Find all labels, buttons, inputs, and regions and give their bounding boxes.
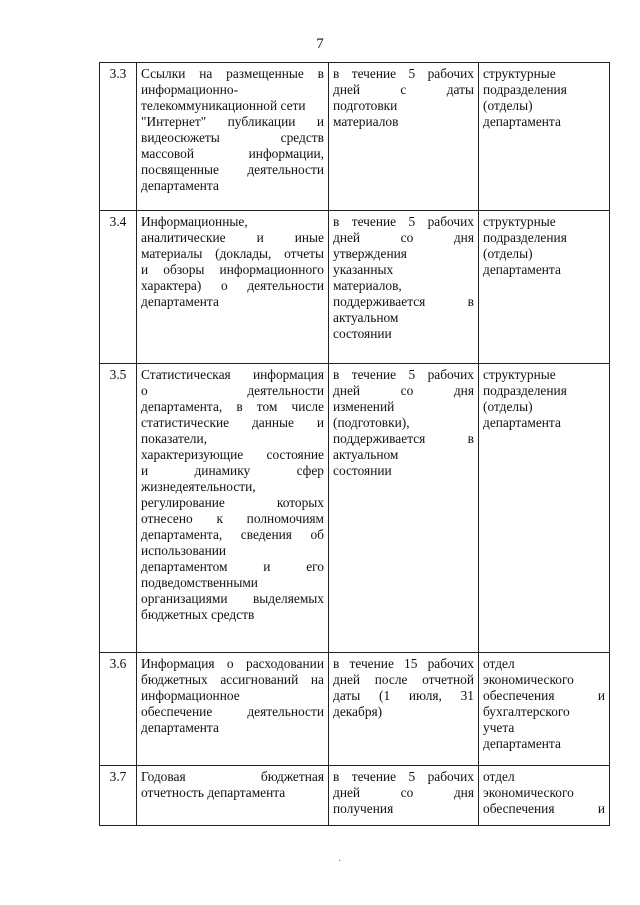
table-row xyxy=(100,63,610,211)
table-body xyxy=(100,63,610,826)
information-cell-line: и динамику сфер xyxy=(141,463,324,478)
information-cell-line: Информационные, xyxy=(141,214,248,229)
responsible-cell xyxy=(479,653,610,766)
information-cell-line: Информация о расходовании xyxy=(141,656,324,671)
responsible-cell-line: обеспечения и xyxy=(483,801,605,816)
responsible-cell-line: подразделения xyxy=(483,82,567,97)
deadline-cell-line: дней со дня xyxy=(333,785,474,800)
table-row xyxy=(100,766,610,826)
responsible-cell-line: департамента xyxy=(483,415,561,430)
information-cell-line: и обзоры информационного xyxy=(141,262,324,277)
responsible-cell xyxy=(479,211,610,364)
table-row xyxy=(100,211,610,364)
deadline-cell-line: в течение 5 рабочих xyxy=(333,214,474,229)
information-cell-line: использовании xyxy=(141,543,227,558)
item-number: 3.7 xyxy=(100,766,137,826)
deadline-cell-line: даты (1 июля, 31 xyxy=(333,688,474,703)
deadline-cell-line: в течение 5 рабочих xyxy=(333,367,474,382)
responsible-cell-line: департамента xyxy=(483,262,561,277)
information-cell-line: департаментом и его xyxy=(141,559,324,574)
information-cell xyxy=(137,63,329,211)
information-cell-line: организациями выделяемых xyxy=(141,591,324,606)
page-number: 7 xyxy=(316,36,324,52)
responsible-cell-line: экономического xyxy=(483,785,574,800)
deadline-cell-line: в течение 5 рабочих xyxy=(333,66,474,81)
information-cell-line: департамента xyxy=(141,294,219,309)
deadline-cell-line: изменений xyxy=(333,399,395,414)
information-cell-line: регулирование которых xyxy=(141,495,324,510)
deadline-cell xyxy=(329,63,479,211)
information-cell-line: бюджетных ассигнований на xyxy=(141,672,324,687)
information-cell-line: видеосюжеты средств xyxy=(141,130,324,145)
scan-artifact-dot: · xyxy=(338,856,342,867)
information-cell-line: статистические данные и xyxy=(141,415,324,430)
deadline-cell-line: в течение 15 рабочих xyxy=(333,656,474,671)
information-cell-line: посвященные деятельности xyxy=(141,162,324,177)
deadline-cell-line: дней с даты xyxy=(333,82,474,97)
responsible-cell-line: отдел xyxy=(483,769,515,784)
deadline-cell-line: состоянии xyxy=(333,326,392,341)
item-number: 3.5 xyxy=(100,364,137,653)
responsible-cell xyxy=(479,63,610,211)
responsible-cell-line: департамента xyxy=(483,736,561,751)
deadline-cell-line: дней со дня xyxy=(333,230,474,245)
information-cell-line: характеризующие состояние xyxy=(141,447,324,462)
information-cell-line: отчетность департамента xyxy=(141,785,286,800)
responsible-cell-line: (отделы) xyxy=(483,98,533,113)
information-cell xyxy=(137,211,329,364)
responsible-cell-line: обеспечения и xyxy=(483,688,605,703)
information-cell-line: департамента, сведения об xyxy=(141,527,324,542)
deadline-cell xyxy=(329,211,479,364)
information-cell-line: департамента xyxy=(141,720,219,735)
information-cell-line: "Интернет" публикации и xyxy=(141,114,324,129)
responsible-cell-line: структурные xyxy=(483,367,556,382)
information-cell-line: Годовая бюджетная xyxy=(141,769,324,784)
deadline-cell-line: поддерживается в xyxy=(333,294,474,309)
deadline-cell-line: актуальном xyxy=(333,310,399,325)
item-number: 3.6 xyxy=(100,653,137,766)
information-cell-line: бюджетных средств xyxy=(141,607,255,622)
responsible-cell-line: подразделения xyxy=(483,383,567,398)
deadline-cell-line: получения xyxy=(333,801,394,816)
deadline-cell-line: дней после отчетной xyxy=(333,672,474,687)
information-cell-line: о деятельности xyxy=(141,383,324,398)
deadline-cell-line: декабря) xyxy=(333,704,383,719)
responsible-cell-line: департамента xyxy=(483,114,561,129)
responsible-cell-line: отдел xyxy=(483,656,515,671)
information-cell-line: массовой информации, xyxy=(141,146,324,161)
deadline-cell-line: в течение 5 рабочих xyxy=(333,769,474,784)
deadline-cell-line: (подготовки), xyxy=(333,415,410,430)
deadline-cell xyxy=(329,766,479,826)
information-cell-line: подведомственными xyxy=(141,575,258,590)
deadline-cell-line: материалов xyxy=(333,114,399,129)
information-cell-line: Ссылки на размещенные в xyxy=(141,66,324,81)
deadline-cell-line: утверждения xyxy=(333,246,407,261)
deadline-cell-line: дней со дня xyxy=(333,383,474,398)
information-cell-line: информационное xyxy=(141,688,240,703)
item-number: 3.4 xyxy=(100,211,137,364)
information-cell-line: показатели, xyxy=(141,431,207,446)
deadline-cell-line: поддерживается в xyxy=(333,431,474,446)
deadline-cell-line: подготовки xyxy=(333,98,398,113)
table-row xyxy=(100,364,610,653)
information-cell-line: Статистическая информация xyxy=(141,367,324,382)
deadline-cell-line: указанных xyxy=(333,262,394,277)
information-cell-line: материалы (доклады, отчеты xyxy=(141,246,324,261)
item-number: 3.3 xyxy=(100,63,137,211)
responsible-cell-line: структурные xyxy=(483,66,556,81)
information-cell-line: департамента, в том числе xyxy=(141,399,324,414)
information-cell-line: департамента xyxy=(141,178,219,193)
deadline-cell-line: состоянии xyxy=(333,463,392,478)
responsible-cell-line: (отделы) xyxy=(483,246,533,261)
responsible-cell-line: экономического xyxy=(483,672,574,687)
responsible-cell xyxy=(479,364,610,653)
responsible-cell-line: бухгалтерского xyxy=(483,704,570,719)
information-cell-line: характера) о деятельности xyxy=(141,278,324,293)
deadline-cell xyxy=(329,653,479,766)
information-cell-line: отнесено к полномочиям xyxy=(141,511,324,526)
information-cell-line: обеспечение деятельности xyxy=(141,704,324,719)
responsible-cell-line: учета xyxy=(483,720,515,735)
deadline-cell-line: актуальном xyxy=(333,447,399,462)
information-cell xyxy=(137,766,329,826)
information-cell xyxy=(137,364,329,653)
information-cell-line: аналитические и иные xyxy=(141,230,324,245)
information-cell-line: информационно- xyxy=(141,82,239,97)
table-row xyxy=(100,653,610,766)
info-table xyxy=(99,62,610,826)
deadline-cell-line: материалов, xyxy=(333,278,402,293)
responsible-cell-line: (отделы) xyxy=(483,399,533,414)
information-cell-line: телекоммуникационной сети xyxy=(141,98,306,113)
deadline-cell xyxy=(329,364,479,653)
responsible-cell-line: структурные xyxy=(483,214,556,229)
responsible-cell-line: подразделения xyxy=(483,230,567,245)
information-cell-line: жизнедеятельности, xyxy=(141,479,256,494)
information-cell xyxy=(137,653,329,766)
responsible-cell xyxy=(479,766,610,826)
